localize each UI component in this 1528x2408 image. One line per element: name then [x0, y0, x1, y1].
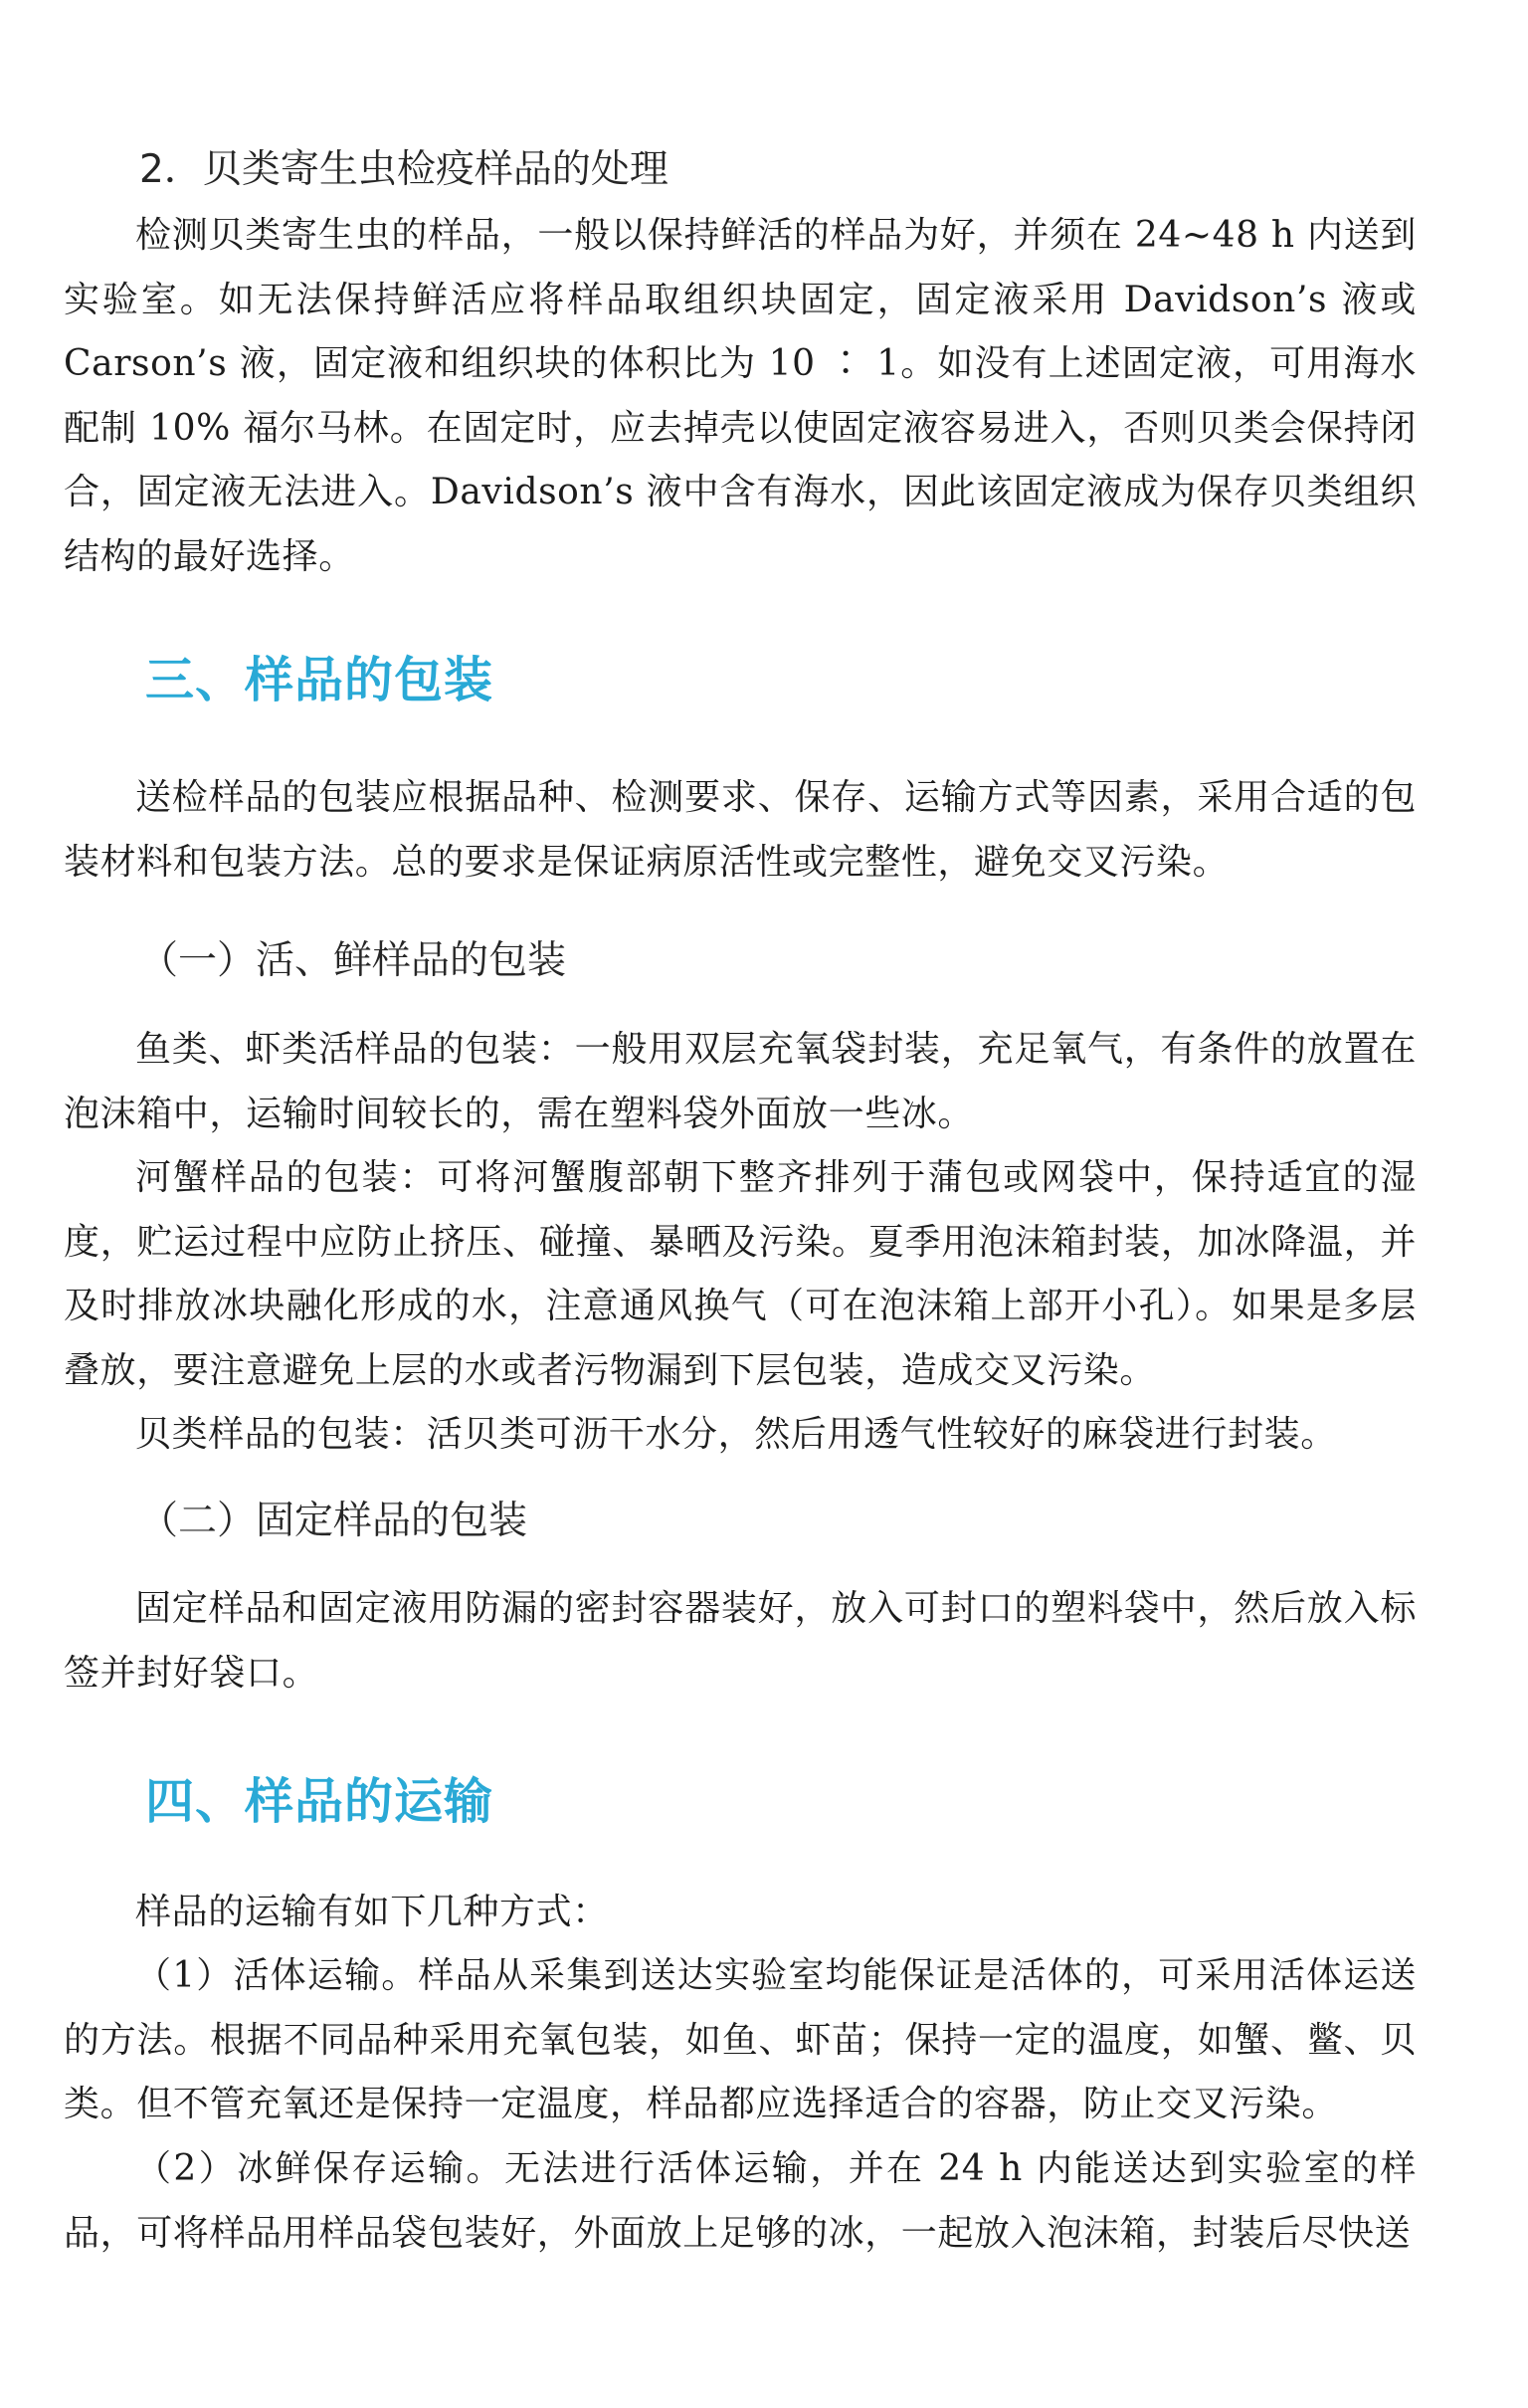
paragraph-transport-intro: 样品的运输有如下几种方式： [135, 1892, 609, 1932]
paragraph-shellfish-packaging: 贝类样品的包装：活贝类可沥干水分，然后用透气性较好的麻袋进行封装。 [135, 1414, 1337, 1455]
paragraph-chilled-transport: （2）冰鲜保存运输。无法进行活体运输，并在 24 h 内能送达到实验室的样品，可将样品用样品袋包装好，外面放上足够的冰，一起放入泡沫箱，封装后尽快送 [64, 2148, 1417, 2254]
subsection-heading-shellfish-parasite: 2．贝类寄生虫检疫样品的处理 [139, 147, 668, 192]
paragraph-shellfish-parasite: 检测贝类寄生虫的样品，一般以保持鲜活的样品为好，并须在 24~48 h 内送到实验室。如无法保持鲜活应将样品取组织块固定，固定液采用 Davidson’s 液或 Carson’s 液，固定液和组织块的体积比为 10 ∶ 1。如没有上述固定液，可用海水配制 10% 福尔马林。在固定时，应去掉壳以使固定液容易进入，否则贝类会保持闭合，固定液无法进入。Davidson’s 液中含有海水，因此该固定液成为保存贝类组织结构的最好选择。 [64, 215, 1417, 577]
paragraph-fixed-packaging: 固定样品和固定液用防漏的密封容器装好，放入可封口的塑料袋中，然后放入标签并封好袋口。 [64, 1588, 1417, 1694]
section-title-transport: 四、样品的运输 [145, 1772, 494, 1830]
section-title-packaging: 三、样品的包装 [145, 651, 494, 708]
paragraph-fish-shrimp-packaging: 鱼类、虾类活样品的包装：一般用双层充氧袋封装，充足氧气，有条件的放置在泡沫箱中，运输时间较长的，需在塑料袋外面放一些冰。 [64, 1029, 1417, 1134]
paragraph-crab-packaging: 河蟹样品的包装：可将河蟹腹部朝下整齐排列于蒲包或网袋中，保持适宜的湿度，贮运过程中应防止挤压、碰撞、暴晒及污染。夏季用泡沫箱封装，加冰降温，并及时排放冰块融化形成的水，注意通风换气（可在泡沫箱上部开小孔）。如果是多层叠放，要注意避免上层的水或者污物漏到下层包装，造成交叉污染。 [64, 1157, 1417, 1391]
paragraph-packaging-intro: 送检样品的包装应根据品种、检测要求、保存、运输方式等因素，采用合适的包装材料和包装方法。总的要求是保证病原活性或完整性，避免交叉污染。 [64, 777, 1417, 883]
paragraph-live-transport: （1）活体运输。样品从采集到送达实验室均能保证是活体的，可采用活体运送的方法。根据不同品种采用充氧包装，如鱼、虾苗；保持一定的温度，如蟹、鳖、贝类。但不管充氧还是保持一定温度，样品都应选择适合的容器，防止交叉污染。 [64, 1955, 1417, 2124]
subsection-heading-fixed-samples: （二）固定样品的包装 [139, 1499, 528, 1543]
subsection-heading-live-samples: （一）活、鲜样品的包装 [139, 938, 567, 983]
